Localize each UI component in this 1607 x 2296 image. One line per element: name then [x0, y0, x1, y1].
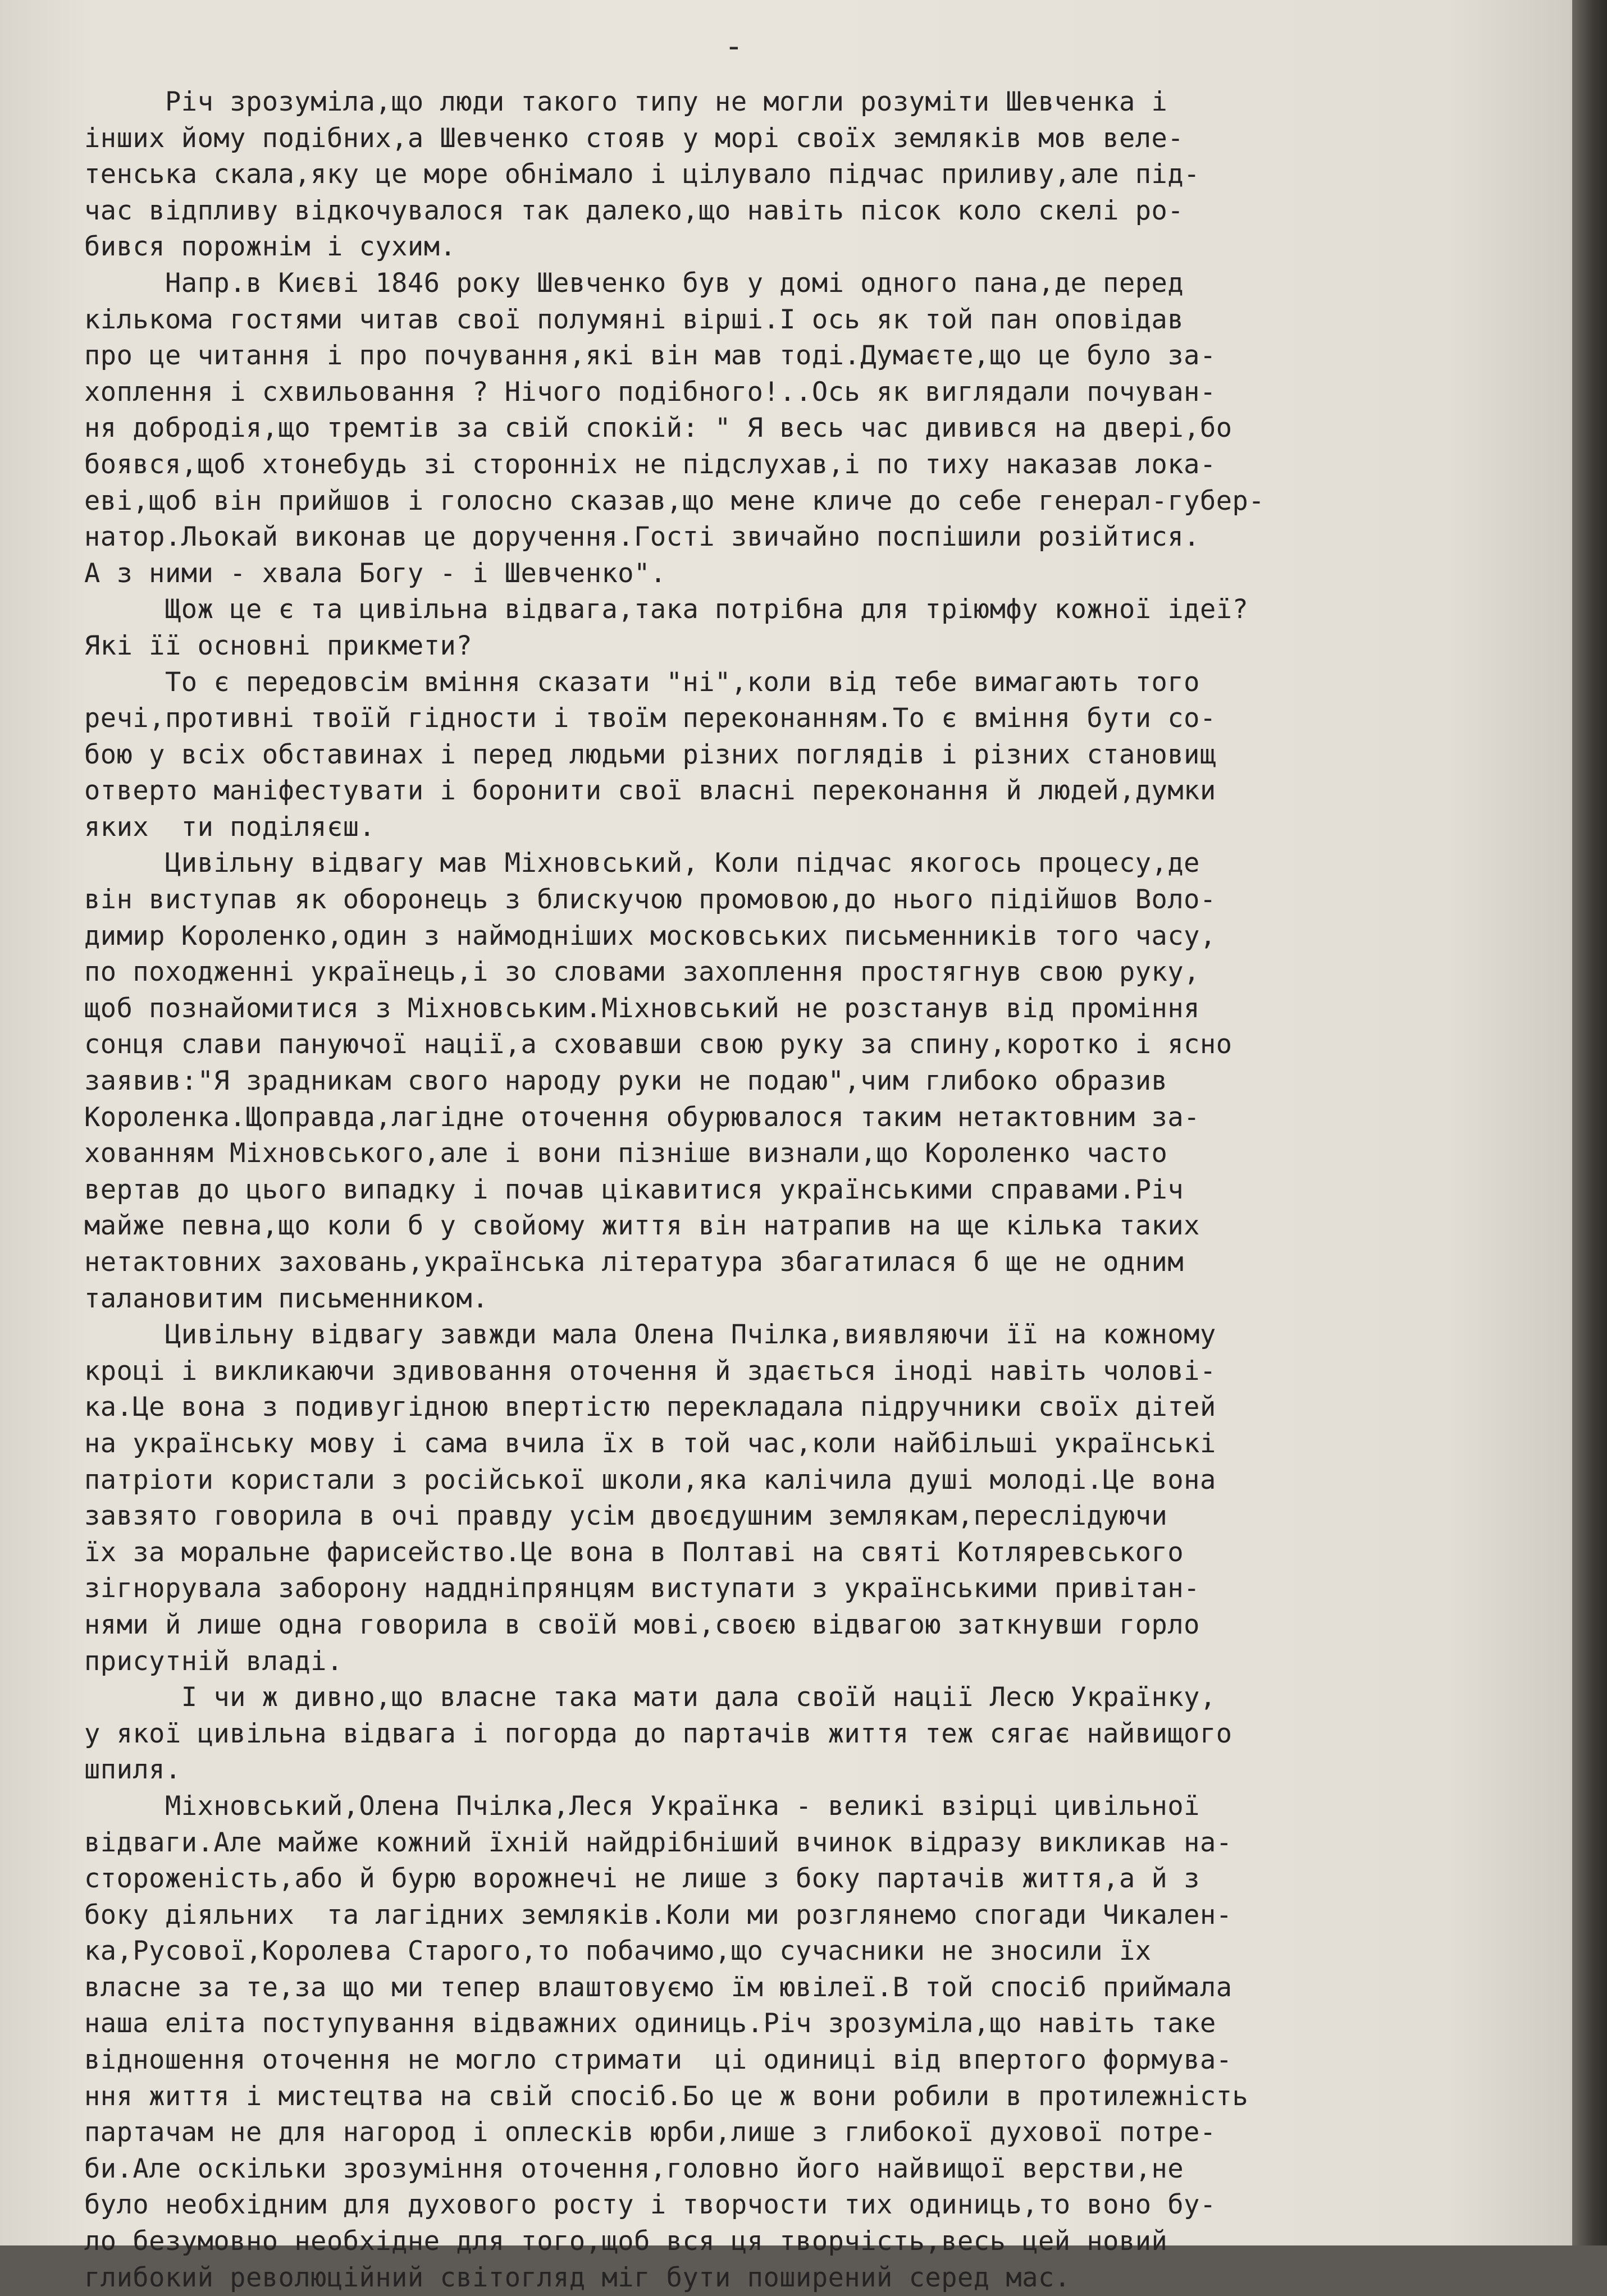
text-line: боку діяльних та лагідних земляків.Коли ми розглянемо спогади Чикален-	[84, 1899, 1232, 1931]
text-line: І чи ж дивно,що власне така мати дала своїй нації Лесю Українку,	[84, 1682, 1216, 1713]
text-line: нетактовних заховань,українська література збагатилася б ще не одним	[84, 1247, 1184, 1278]
text-line: кроці і викликаючи здивовання оточення й здається іноді навіть чолові-	[84, 1355, 1216, 1387]
text-line: на українську мову і сама вчила їх в той час,коли найбільші українські	[84, 1428, 1216, 1459]
text-line: Щож це є та цивільна відвага,така потрібна для тріюмфу кожної ідеї?	[84, 594, 1249, 625]
text-line: інших йому подібних,а Шевченко стояв у морі своїх земляків мов веле-	[84, 122, 1184, 154]
text-line: зігнорувала заборону наддніпрянцям виступати з українськими привітан-	[84, 1573, 1200, 1604]
text-line: майже певна,що коли б у свойому життя він натрапив на ще кілька таких	[84, 1210, 1200, 1242]
text-line: Цивільну відвагу мав Міхновський, Коли підчас якогось процесу,де	[84, 848, 1200, 879]
text-line: ння життя і мистецтва на свій спосіб.Бо це ж вони робили в протилежність	[84, 2080, 1249, 2112]
text-line: про це читання і про почування,які він мав тоді.Думаєте,що це було за-	[84, 340, 1216, 372]
text-line: ка,Русової,Королева Старого,то побачимо,що сучасники не зносили їх	[84, 1936, 1152, 1967]
text-line: То є передовсім вміння сказати "ні",коли від тебе вимагають того	[84, 666, 1200, 698]
text-line: партачам не для нагород і оплесків юрби,лише з глибокої духової потре-	[84, 2117, 1216, 2148]
text-line: по походженні українець,і зо словами захоплення простягнув свою руку,	[84, 957, 1200, 988]
text-line: щоб познайомитися з Міхновським.Міхновський не розстанув від проміння	[84, 993, 1200, 1024]
text-line: вертав до цього випадку і почав цікавитися українськими справами.Річ	[84, 1174, 1184, 1205]
text-line: сонця слави пануючої нації,а сховавши свою руку за спину,коротко і ясно	[84, 1029, 1232, 1060]
text-line: наша еліта поступування відважних одиниць.Річ зрозуміла,що навіть таке	[84, 2008, 1216, 2039]
text-line: речі,противні твоїй гідности і твоїм переконанням.То є вміння бути со-	[84, 703, 1216, 734]
scan-edge	[1572, 0, 1607, 2245]
text-line: натор.Льокай виконав це доручення.Гості звичайно поспішили розійтися.	[84, 522, 1200, 553]
text-line: було необхідним для духового росту і творчости тих одиниць,то воно бу-	[84, 2189, 1216, 2221]
text-line: талановитим письменником.	[84, 1283, 489, 1314]
text-line: стороженість,або й бурю ворожнечі не лише з боку партачів життя,а й з	[84, 1863, 1200, 1895]
page-header-mark: -	[724, 28, 754, 65]
text-line: боявся,щоб хтонебудь зі сторонніх не підслухав,і по тиху наказав лока-	[84, 449, 1216, 480]
text-line: присутній владі.	[84, 1645, 343, 1677]
text-line: у якої цивільна відвага і погорда до партачів життя теж сягає найвищого	[84, 1718, 1232, 1749]
text-line: завзято говорила в очі правду усім двоєдушним землякам,переслідуючи	[84, 1501, 1168, 1532]
text-line: час відпливу відкочувалося так далеко,що навіть пісок коло скелі ро-	[84, 195, 1184, 226]
text-line: шпиля.	[84, 1754, 181, 1786]
text-line: бою у всіх обставинах і перед людьми різних поглядів і різних становищ	[84, 739, 1216, 770]
text-line: Річ зрозуміла,що люди такого типу не могли розуміти Шевченка і	[84, 86, 1168, 117]
text-line: А з ними - хвала Богу - і Шевченко".	[84, 557, 666, 589]
typewritten-text	[84, 84, 1555, 2296]
text-line: патріоти користали з російської школи,яка калічила душі молоді.Це вона	[84, 1464, 1216, 1495]
text-line: Які її основні прикмети?	[84, 630, 473, 661]
text-line: Напр.в Києві 1846 року Шевченко був у домі одного пана,де перед	[84, 267, 1184, 299]
text-line: ло безумовно необхідне для того,щоб вся ця творчість,весь цей новий	[84, 2226, 1168, 2257]
text-line: тенська скала,яку це море обнімало і цілувало підчас приливу,але під-	[84, 159, 1200, 190]
text-line: власне за те,за що ми тепер влаштовуємо їм ювілеї.В той спосіб приймала	[84, 1972, 1232, 2003]
text-line: кількома гостями читав свої полумяні вірші.І ось як той пан оповідав	[84, 304, 1184, 335]
text-line: Короленка.Щоправда,лагідне оточення обурювалося таким нетактовним за-	[84, 1101, 1200, 1133]
text-line: хоплення і схвильовання ? Нічого подібного!..Ось як виглядали почуван-	[84, 376, 1216, 408]
text-line: ня добродія,що тремтів за свій спокій: " Я весь час дивився на двері,бо	[84, 413, 1232, 444]
text-line: нями й лише одна говорила в своїй мові,своєю відвагою заткнувши горло	[84, 1609, 1200, 1640]
text-line: Цивільну відвагу завжди мала Олена Пчілка,виявляючи її на кожному	[84, 1319, 1216, 1351]
text-line: би.Але оскільки зрозуміння оточення,головно його найвищої верстви,не	[84, 2153, 1184, 2184]
text-line: ка.Це вона з подивугідною впертістю перекладала підручники своїх дітей	[84, 1392, 1216, 1423]
text-line: яких ти поділяєш.	[84, 811, 376, 843]
text-line: відношення оточення не могло стримати ці одиниці від впертого формува-	[84, 2045, 1232, 2076]
text-line: глибокий революційний світогляд міг бути поширений серед мас.	[84, 2262, 1071, 2293]
text-line: хованням Міхновського,але і вони пізніше визнали,що Короленко часто	[84, 1138, 1168, 1169]
text-line: отверто маніфестувати і боронити свої власні переконання й людей,думки	[84, 775, 1216, 807]
text-line: димир Короленко,один з наймодніших московських письменників того часу,	[84, 920, 1216, 952]
text-line: Міхновський,Олена Пчілка,Леся Українка - великі взірці цивільної	[84, 1790, 1200, 1822]
text-line: бився порожнім і сухим.	[84, 231, 456, 263]
text-line: їх за моральне фарисейство.Це вона в Полтаві на святі Котляревського	[84, 1536, 1184, 1568]
text-line: він виступав як оборонець з блискучою промовою,до нього підійшов Воло-	[84, 884, 1216, 916]
text-line: заявив:"Я зрадникам свого народу руки не подаю",чим глибоко образив	[84, 1065, 1168, 1097]
text-line: відваги.Але майже кожний їхній найдрібніший вчинок відразу викликав на-	[84, 1827, 1232, 1858]
text-line: еві,щоб він прийшов і голосно сказав,що мене кличе до себе генерал-губер-	[84, 485, 1265, 516]
